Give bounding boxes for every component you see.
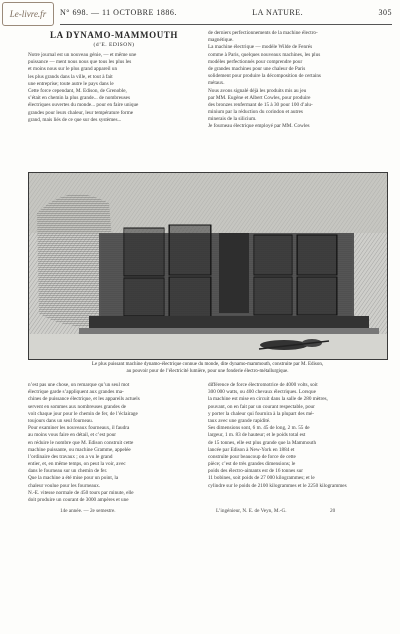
text-line: métaux. bbox=[208, 80, 225, 87]
volume-note: 14e année. — 2e semestre. bbox=[60, 508, 116, 514]
text-line: Notre journal est un nouveau génie, — et même une bbox=[28, 52, 137, 58]
journal-name: LA NATURE. bbox=[252, 8, 304, 17]
column-left-top bbox=[28, 30, 200, 124]
text-line: s’était en chemin la plus grande... de nombreuses bbox=[28, 95, 130, 102]
text-line: de 15 tonnes, elle est plus grande que la Mammouth bbox=[208, 439, 317, 446]
library-stamp: Le-livre.fr bbox=[2, 2, 54, 26]
text-line: magnétique. bbox=[208, 37, 234, 44]
text-line: cylindre sur le poids de 2100 kilogrammes et le 2250 kilogrammes bbox=[208, 482, 347, 489]
article-title: LA DYNAMO-MAMMOUTH bbox=[49, 30, 179, 40]
text-line: comme à Paris, quelques nouveaux machines, les plus bbox=[208, 51, 321, 58]
column-right-bottom bbox=[208, 382, 386, 490]
text-line: chaleur voulue pour les fourneaux. bbox=[28, 482, 101, 489]
text-line: y porter la chaleur qui fournira à la plupart des mé- bbox=[208, 410, 315, 417]
issue-number: N° 698. — 11 OCTOBRE 1886. bbox=[60, 8, 177, 17]
text-line: 300 000 watts, ou 400 chevaux électriques. Lorsque bbox=[208, 389, 316, 396]
text-line: 11 bobines, soit poids de 27 000 kilogrammes; et le bbox=[208, 475, 315, 482]
text-line: par MM. Eugène et Albert Cowles, pour produire bbox=[208, 94, 311, 101]
article-byline: (d’E. EDISON) bbox=[93, 42, 135, 48]
text-line: n’est pas une chose, on remarque qu’un seul mot bbox=[28, 382, 130, 388]
text-line: Je fourneau électrique employé par MM. Cowles bbox=[208, 123, 310, 130]
text-block-left-top bbox=[28, 52, 200, 124]
text-line: modèles perfectionnés pour comprendre pour bbox=[208, 58, 303, 65]
text-line: Pour examiner les nouveaux fourneaux, il faudra bbox=[28, 425, 130, 432]
text-line: Nous avons signalé déjà les produits mis au jeu bbox=[208, 87, 307, 94]
text-line: La machine électrique — modèle Wilde de Fenrés bbox=[208, 44, 313, 51]
text-line: grandes pour leurs chaleur, leur température forme bbox=[28, 109, 134, 116]
text-line: et moins nous sur le plus grand appareil un bbox=[28, 66, 118, 73]
text-line: au moins vous faire en détail, et c’est pour bbox=[28, 432, 117, 439]
dynamo-illustration bbox=[29, 173, 387, 359]
text-line: taux avec une grande rapidité. bbox=[208, 417, 271, 424]
text-line: grand, mais liés de ce que sur des systèmes... bbox=[28, 116, 122, 123]
caption-line: au pouvoir pour de l’électricité lumière, pour une fonderie électro-métallurgique. bbox=[126, 368, 289, 374]
column-left-bottom bbox=[28, 382, 200, 504]
text-line: machine puissante, ou machine Gramme, appelée bbox=[28, 446, 131, 453]
page-number: 305 bbox=[378, 8, 392, 17]
text-line: puissance — ment nous nous que tous les plus les bbox=[28, 59, 132, 66]
text-line: de derniers perfectionnements de la machine électro- bbox=[208, 30, 318, 36]
text-line: l’ordinaire des travaux ; on a vu le grand bbox=[28, 453, 113, 460]
figure-caption bbox=[30, 362, 385, 375]
text-line: toujours dans un seul fourneau. bbox=[28, 417, 93, 424]
text-line: des bronzes renfermant de 15 à 30 pour 100 d’alu- bbox=[208, 101, 313, 108]
text-line: en réduire le nombre que M. Edison construit cette bbox=[28, 439, 134, 446]
text-line: pouvant, on en fait par un courant respectable, pour bbox=[208, 403, 315, 410]
text-line: largeur, 1 m. 83 de hauteur; et le poids total est bbox=[208, 432, 306, 439]
text-line: les plus grands dans la ville, et tout à fait bbox=[28, 73, 113, 80]
text-line: une entreprise; toute autre le pays dans le bbox=[28, 80, 114, 87]
text-line: la machine est mise en circuit dans la salle de 280 mètres, bbox=[208, 396, 328, 403]
text-line: N.-E. vitesse normale de 450 tours par minute, elle bbox=[28, 489, 134, 496]
text-line: voit chaque jour pour le chemin de fer, de l’éclairage bbox=[28, 410, 138, 417]
dynamo-engraving bbox=[28, 172, 388, 360]
text-line: construite pour beaucoup de force de cette bbox=[208, 453, 296, 460]
column-right-top bbox=[208, 30, 386, 131]
text-line: servent en sommes aux nombreuses grandes de bbox=[28, 403, 126, 410]
text-line: de grandes machines pour une chaleur de Paris bbox=[208, 65, 306, 72]
text-line: Ses dimensions sont, 6 m. 45 de long, 2 m. 55 de bbox=[208, 425, 310, 432]
text-line: minium par la réduction du corindon et autres bbox=[208, 109, 303, 116]
text-line: Cette force cependant, M. Edison, de Grenoble, bbox=[28, 87, 127, 94]
text-line: poids des électro-aimants est de 16 tonnes sur bbox=[208, 468, 303, 475]
text-line: lancée par Edison à New-York en 1884 et bbox=[208, 446, 295, 453]
text-line: dans le fourneau sur un chemin de fer. bbox=[28, 468, 108, 475]
text-line: Que la machine a été mise pour un point, la bbox=[28, 475, 119, 482]
signature-note: L’ingénieur, N. E. de Veyn, M.-G. bbox=[216, 508, 287, 514]
text-line: solidement pour produire la décomposition de certains bbox=[208, 73, 321, 80]
text-line: doit produire un courant de 3000 ampères et une bbox=[28, 497, 129, 503]
text-line: électriques ouvertes du monde... pour en faire unique bbox=[28, 102, 139, 109]
text-line: minerais de la silicium. bbox=[208, 116, 257, 123]
text-line: électrique garde s’appliquent aux grandes ma- bbox=[28, 389, 124, 396]
caption-line: Le plus puissant machine dynamo-électrique connue du monde, dite dynamo-mammouth, construite par M. Edison, bbox=[91, 362, 324, 367]
page-header bbox=[60, 8, 392, 25]
sheet-number: 20 bbox=[330, 508, 336, 514]
text-line: différence de force électromotrice de 4000 volts, soit bbox=[208, 382, 318, 388]
text-line: entier, et, en même temps, on peut la voir, avec bbox=[28, 461, 126, 468]
text-line: chines de puissance électrique, et les appareils actuels bbox=[28, 396, 140, 403]
text-line: pièce; c’est de très grandes dimensions; le bbox=[208, 461, 296, 468]
